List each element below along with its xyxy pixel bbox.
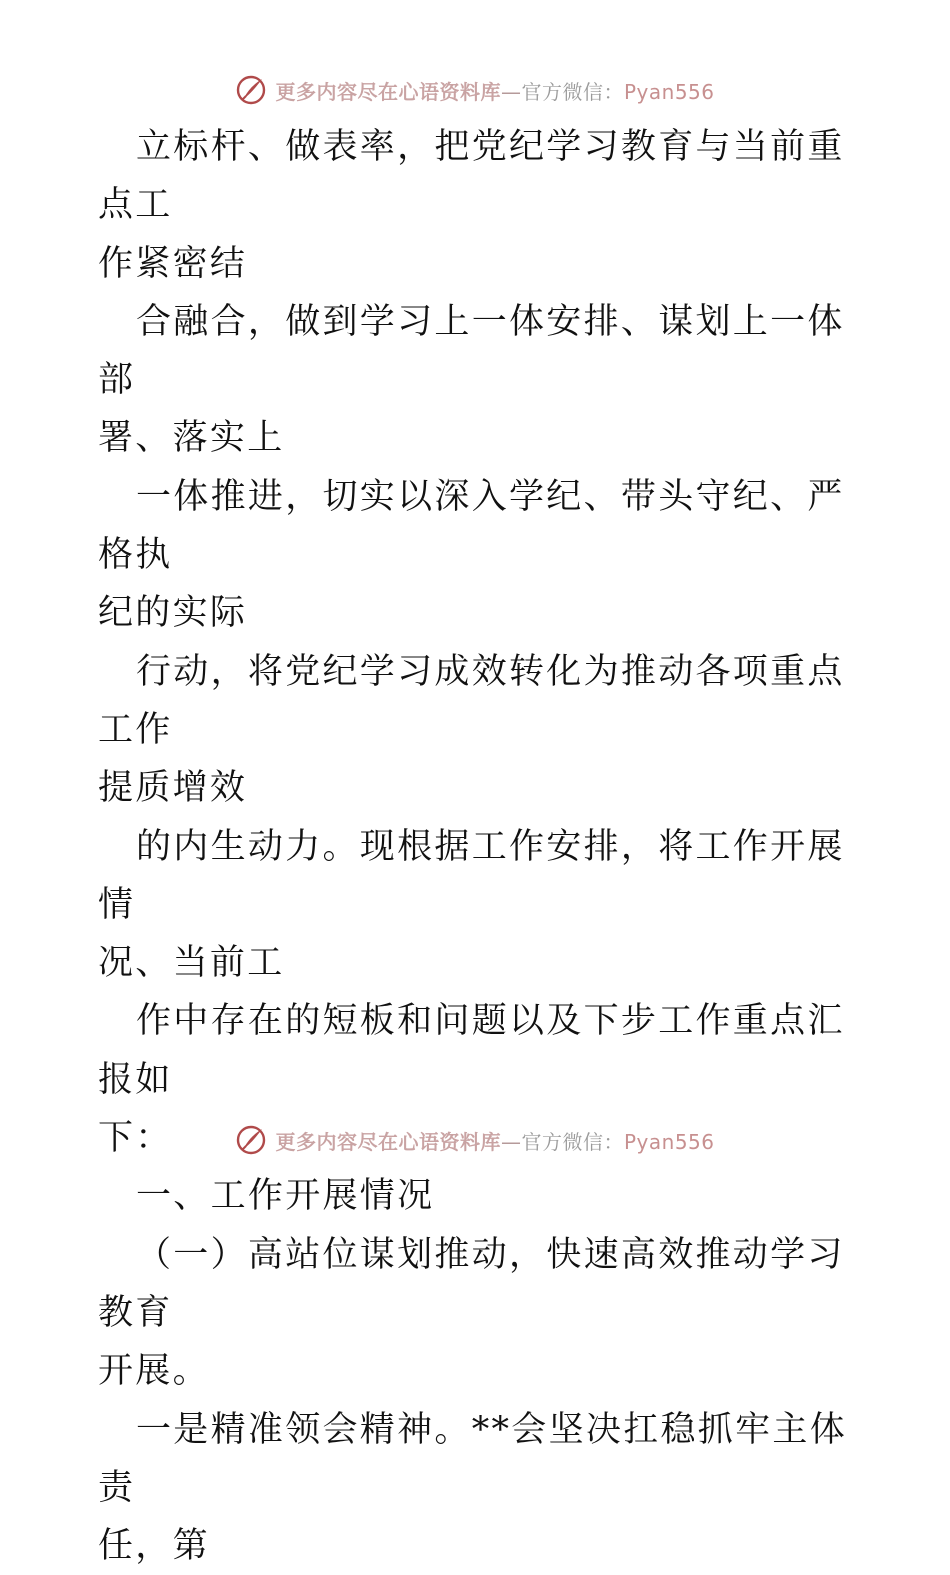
document-body xyxy=(98,118,868,1575)
paragraph-7: 一是精准领会精神。**会坚决扛稳抓牢主体责 任，第 xyxy=(98,1409,848,1567)
watermark-label: 官方微信： xyxy=(521,1129,624,1154)
watermark-dash: — xyxy=(500,79,522,104)
watermark-text xyxy=(275,76,714,105)
paragraph-2: 合融合，做到学习上一体安排、谋划上一体部 署、落实上 xyxy=(98,301,845,459)
watermark-dash: — xyxy=(500,1129,522,1154)
paragraph-3: 一体推进，切实以深入学纪、带头守纪、严格执 纪的实际 xyxy=(98,476,845,634)
section-heading: 一、工作开展情况 xyxy=(136,1176,435,1217)
watermark-text xyxy=(275,1126,714,1155)
quill-logo-icon xyxy=(235,74,267,106)
watermark-id: Pyan556 xyxy=(623,79,715,104)
footer-watermark xyxy=(0,1122,950,1158)
paragraph-4: 行动，将党纪学习成效转化为推动各项重点工作 提质增效 xyxy=(98,651,845,809)
subsection-heading: （一）高站位谋划推动，快速高效推动学习教育 开展。 xyxy=(98,1234,845,1392)
watermark-brand: 更多内容尽在心语资料库 xyxy=(275,79,501,104)
paragraph-1: 立标杆、做表率，把党纪学习教育与当前重点工 作紧密结 xyxy=(98,127,845,284)
header-watermark xyxy=(0,72,950,108)
paragraph-5: 的内生动力。现根据工作安排，将工作开展情 况、当前工 xyxy=(98,826,845,984)
watermark-brand: 更多内容尽在心语资料库 xyxy=(275,1129,501,1154)
paragraph-6: 作中存在的短板和问题以及下步工作重点汇报如 下： xyxy=(98,1001,845,1159)
watermark-label: 官方微信： xyxy=(521,79,624,104)
quill-logo-icon xyxy=(235,1124,267,1156)
watermark-id: Pyan556 xyxy=(623,1129,715,1154)
